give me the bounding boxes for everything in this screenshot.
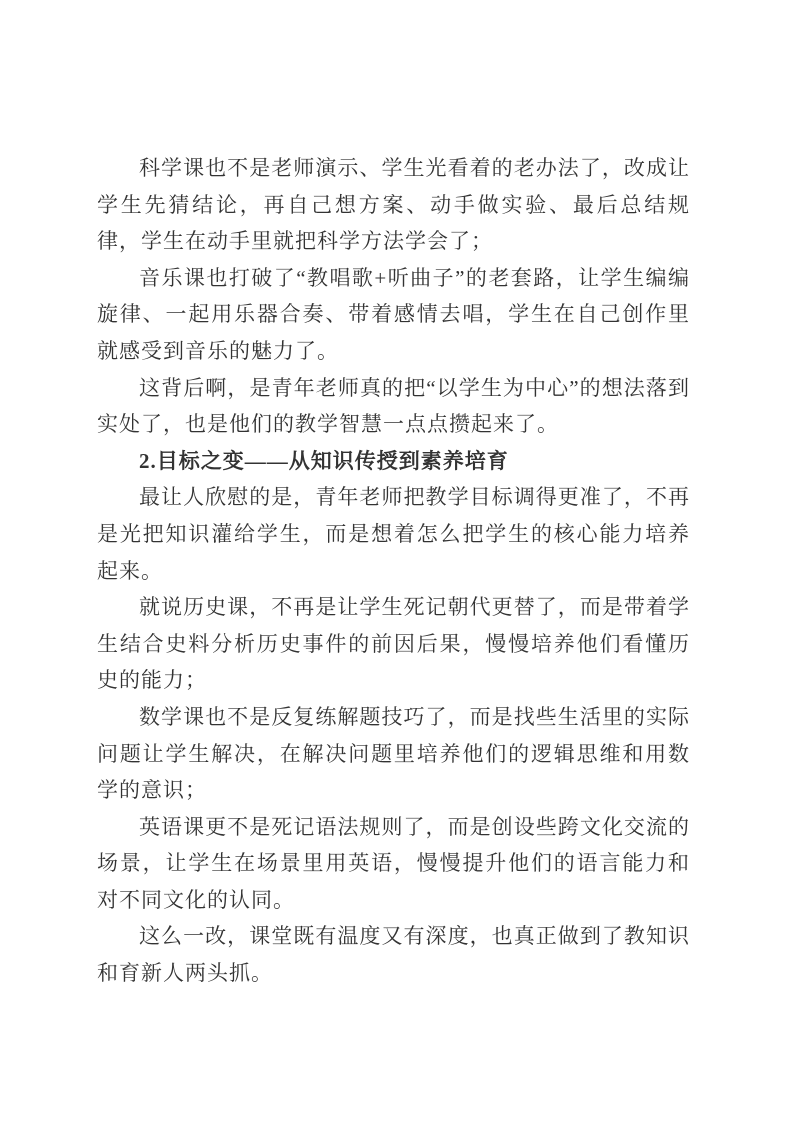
paragraph: 最让人欣慰的是，青年老师把教学目标调得更准了，不再是光把知识灌给学生，而是想着怎么把学生的核心能力培养起来。	[97, 485, 690, 583]
document-body	[97, 150, 690, 992]
paragraph: 科学课也不是老师演示、学生光看着的老办法了，改成让学生先猜结论，再自己想方案、动手做实验、最后总结规律，学生在动手里就把科学方法学会了；	[97, 156, 690, 254]
section-heading: 2.目标之变——从知识传授到素养培育	[139, 448, 509, 473]
paragraph: 英语课更不是死记语法规则了，而是创设些跨文化交流的场景，让学生在场景里用英语，慢慢提升他们的语言能力和对不同文化的认同。	[97, 814, 690, 912]
paragraph: 这背后啊，是青年老师真的把“以学生为中心”的想法落到实处了，也是他们的教学智慧一点点攒起来了。	[97, 375, 690, 437]
paragraph: 这么一改，课堂既有温度又有深度，也真正做到了教知识和育新人两头抓。	[97, 924, 690, 986]
paragraph: 就说历史课，不再是让学生死记朝代更替了，而是带着学生结合史料分析历史事件的前因后果，慢慢培养他们看懂历史的能力；	[97, 595, 690, 693]
paragraph: 音乐课也打破了“教唱歌+听曲子”的老套路，让学生编编旋律、一起用乐器合奏、带着感情去唱，学生在自己创作里就感受到音乐的魅力了。	[97, 265, 690, 363]
paragraph: 数学课也不是反复练解题技巧了，而是找些生活里的实际问题让学生解决，在解决问题里培养他们的逻辑思维和用数学的意识；	[97, 704, 690, 803]
